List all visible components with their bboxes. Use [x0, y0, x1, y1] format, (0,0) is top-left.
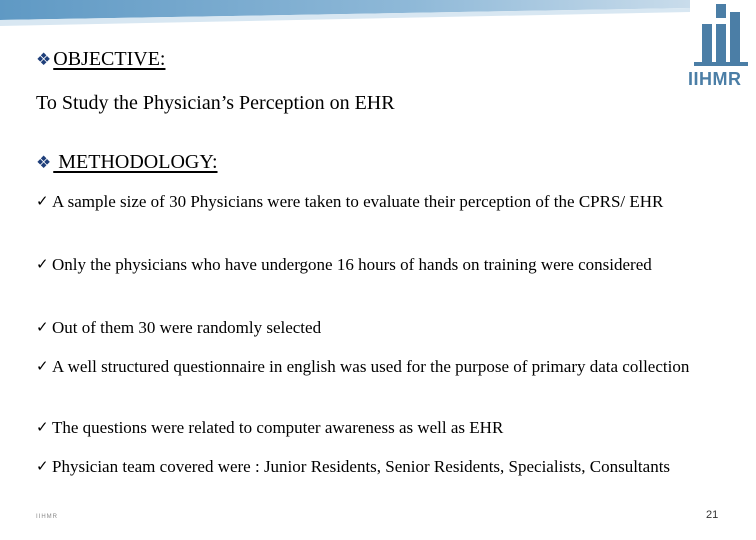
methodology-bullet: ✓ Out of them 30 were randomly selected — [36, 318, 322, 337]
checkmark-icon: ✓ — [36, 192, 49, 210]
checkmark-icon: ✓ — [36, 457, 49, 475]
methodology-bullet: ✓ A sample size of 30 Physicians were taken to evaluate their perception of the CPRS/ EHR — [36, 192, 664, 211]
checkmark-icon: ✓ — [36, 255, 49, 273]
page-number: 21 — [706, 509, 719, 521]
objective-heading: ❖ OBJECTIVE: — [36, 48, 166, 70]
methodology-bullet: ✓ A well structured questionnaire in english was used for the purpose of primary data collection — [36, 357, 690, 376]
checkmark-icon: ✓ — [36, 357, 49, 375]
methodology-bullet: ✓ Only the physicians who have undergone 16 hours of hands on training were considered — [36, 255, 652, 274]
objective-text: To Study the Physician’s Perception on EHR — [36, 92, 395, 114]
top-decorative-bar — [0, 0, 756, 34]
methodology-bullet: ✓ Physician team covered were : Junior Residents, Senior Residents, Specialists, Consultants — [36, 457, 671, 476]
diamond-bullet-icon: ❖ — [36, 153, 52, 172]
methodology-heading: ❖ METHODOLOGY: — [36, 151, 218, 173]
logo-text: IIHMR — [688, 69, 742, 89]
diamond-bullet-icon: ❖ — [36, 50, 52, 69]
checkmark-icon: ✓ — [36, 318, 49, 336]
footer-label: IIHMR — [36, 514, 58, 520]
methodology-bullet: ✓ The questions were related to computer awareness as well as EHR — [36, 418, 504, 437]
checkmark-icon: ✓ — [36, 418, 49, 436]
